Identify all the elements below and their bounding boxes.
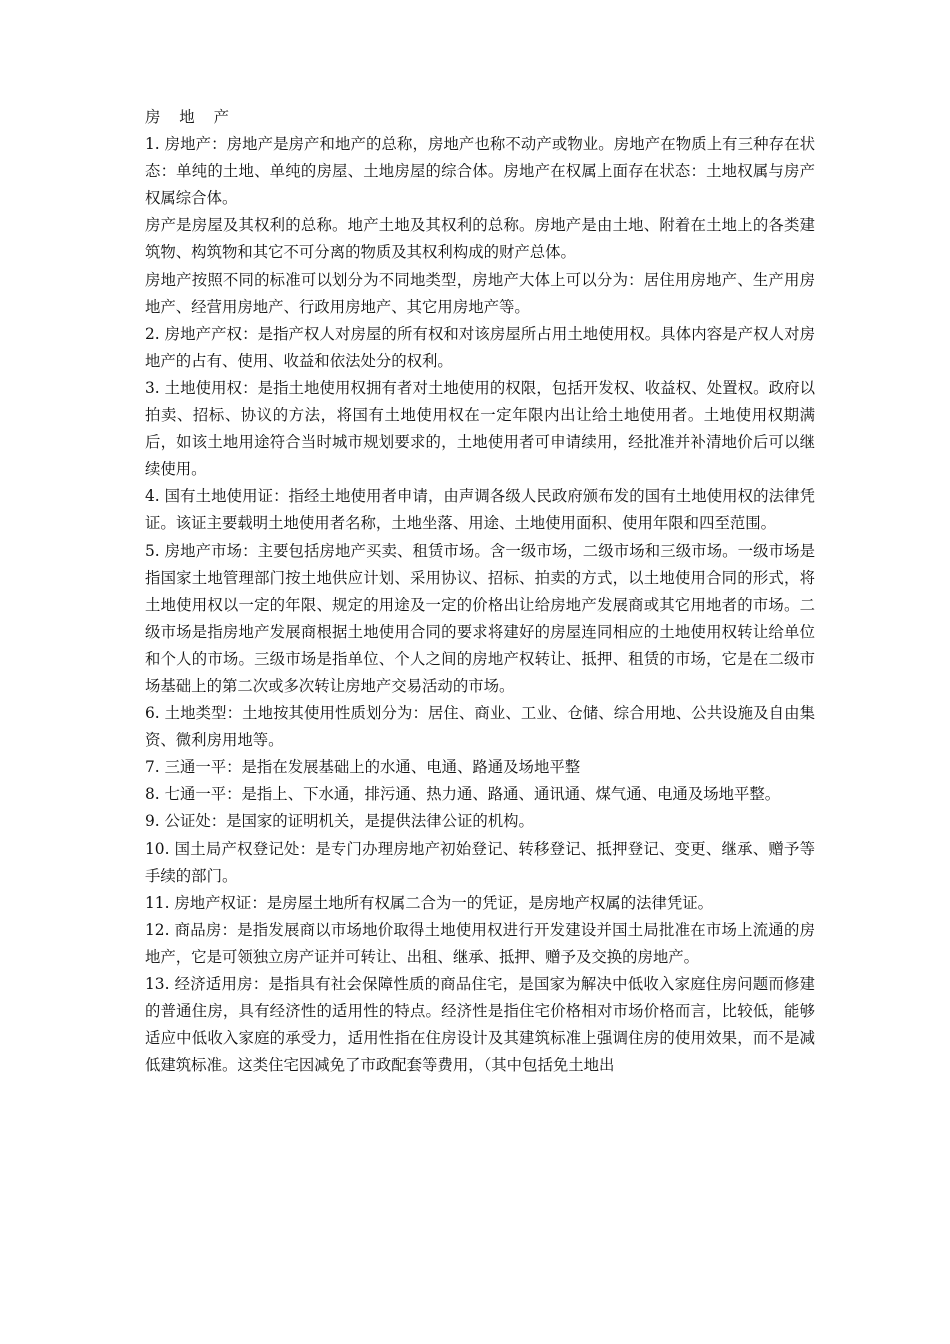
paragraph-2-property-rights: 2. 房地产产权：是指产权人对房屋的所有权和对该房屋所占用土地使用权。具体内容是产权人对房地产的占有、使用、收益和依法处分的权利。 (145, 324, 815, 370)
paragraph-real-estate-types: 房地产按照不同的标准可以划分为不同地类型，房地产大体上可以分为：居住用房地产、生产用房地产、经营用房地产、行政用房地产、其它用房地产等。 (145, 270, 815, 316)
paragraph-9-notary-office: 9. 公证处：是国家的证明机关，是提供法律公证的机构。 (145, 812, 534, 831)
paragraph-5-real-estate-market: 5. 房地产市场：主要包括房地产买卖、租赁市场。含一级市场，二级市场和三级市场。一级市场是指国家土地管理部门按土地供应计划、采用协议、招标、拍卖的方式，以土地使用合同的形式，将土地使用权以一定的年限、规定的用途及一定的价格出让给房地产发展商或其它用地者的市场。二级市场是指房地产发展商根据土地使用合同的要求将建好的房屋连同相应的土地使用权转让给单位和个人的市场。三级市场是指单位、个人之间的房地产权转让、抵押、租赁的市场，它是在二级市场基础上的第二次或多次转让房地产交易活动的市场。 (145, 541, 815, 695)
paragraph-6-land-types: 6. 土地类型：土地按其使用性质划分为：居住、商业、工业、仓储、综合用地、公共设施及自由集资、微利房用地等。 (145, 704, 815, 750)
document-page (145, 104, 815, 1079)
paragraph-11-property-certificate: 11. 房地产权证：是房屋土地所有权属二合为一的凭证，是房地产权属的法律凭证。 (145, 893, 714, 912)
document-title: 房 地 产 (145, 108, 236, 126)
paragraph-13-affordable-housing: 13. 经济适用房：是指具有社会保障性质的商品住宅，是国家为解决中低收入家庭住房问题而修建的普通住房，具有经济性的适用性的特点。经济性是指住宅价格相对市场价格而言，比较低，能够适应中低收入家庭的承受力，适用性指在住房设计及其建筑标准上强调住房的使用效果，而不是减低建筑标准。这类住宅因减免了市政配套等费用，（其中包括免土地出 (145, 975, 815, 1075)
paragraph-12-commercial-housing: 12. 商品房：是指发展商以市场地价取得土地使用权进行开发建设并国土局批准在市场上流通的房地产，它是可领独立房产证并可转让、出租、继承、抵押、赠予及交换的房地产。 (145, 920, 815, 966)
paragraph-8-seven-connections: 8. 七通一平：是指上、下水通，排污通、热力通、路通、通讯通、煤气通、电通及场地平整。 (145, 785, 781, 804)
paragraph-7-three-connections: 7. 三通一平：是指在发展基础上的水通、电通、路通及场地平整 (145, 758, 581, 777)
paragraph-3-land-use-rights: 3. 土地使用权：是指土地使用权拥有者对土地使用的权限，包括开发权、收益权、处置权。政府以拍卖、招标、协议的方法，将国有土地使用权在一定年限内出让给土地使用者。土地使用权期满后，如该土地用途符合当时城市规划要求的，土地使用者可申请续用，经批准并补清地价后可以继续使用。 (145, 378, 815, 479)
paragraph-4-land-use-certificate: 4. 国有土地使用证：指经土地使用者申请，由声调各级人民政府颁布发的国有土地使用权的法律凭证。该证主要载明土地使用者名称，土地坐落、用途、土地使用面积、使用年限和四至范围。 (145, 487, 815, 533)
paragraph-1-real-estate: 1. 房地产：房地产是房产和地产的总称，房地产也称不动产或物业。房地产在物质上有三种存在状态：单纯的土地、单纯的房屋、土地房屋的综合体。房地产在权属上面存在状态：土地权属与房产权属综合体。 (145, 135, 815, 208)
paragraph-property-definition: 房产是房屋及其权利的总称。地产土地及其权利的总称。房地产是由土地、附着在土地上的各类建筑物、构筑物和其它不可分离的物质及其权利构成的财产总体。 (145, 216, 815, 262)
paragraph-10-registration-office: 10. 国土局产权登记处：是专门办理房地产初始登记、转移登记、抵押登记、变更、继承、赠予等手续的部门。 (145, 839, 815, 885)
